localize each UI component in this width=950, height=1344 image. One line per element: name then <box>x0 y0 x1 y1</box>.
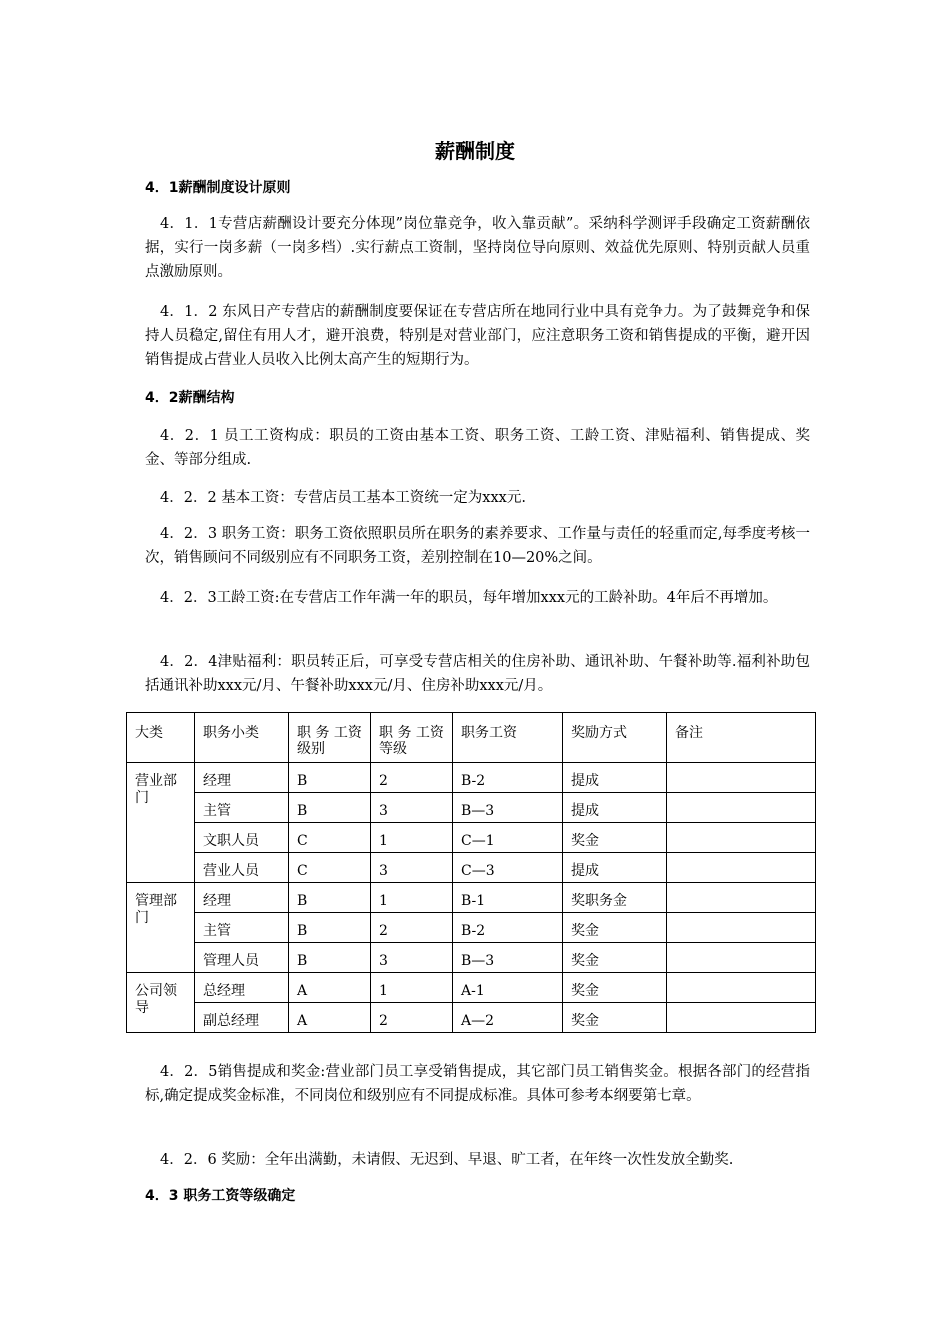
level-cell: B <box>289 913 371 943</box>
position-cell: 主管 <box>195 913 289 943</box>
table-row <box>127 913 816 943</box>
section-heading-4-3: 4．3 职务工资等级确定 <box>145 1188 296 1204</box>
header-wage: 职务工资 <box>453 713 563 763</box>
grade-cell: 2 <box>371 1003 453 1033</box>
note-cell <box>667 823 816 853</box>
page-title: 薪酬制度 <box>435 139 515 163</box>
reward-cell: 奖金 <box>563 973 667 1003</box>
table-row <box>127 763 816 793</box>
reward-cell: 奖金 <box>563 823 667 853</box>
level-cell: B <box>289 763 371 793</box>
table-header-row <box>127 713 816 763</box>
grade-cell: 1 <box>371 823 453 853</box>
grade-cell: 3 <box>371 943 453 973</box>
table-row <box>127 823 816 853</box>
note-cell <box>667 853 816 883</box>
note-cell <box>667 1003 816 1033</box>
grade-cell: 1 <box>371 883 453 913</box>
section-heading-4-2: 4．2薪酬结构 <box>145 390 235 406</box>
paragraph-4-2-4: 4．2．4津贴福利：职员转正后，可享受专营店相关的住房补助、通讯补助、午餐补助等.福利补助包括通讯补助xxx元/月、午餐补助xxx元/月、住房补助xxx元/月。 <box>145 654 810 694</box>
header-note: 备注 <box>667 713 816 763</box>
level-cell: B <box>289 943 371 973</box>
section-heading-4-1: 4．1薪酬制度设计原则 <box>145 180 291 196</box>
position-cell: 主管 <box>195 793 289 823</box>
wage-cell: B-1 <box>453 883 563 913</box>
table-row <box>127 973 816 1003</box>
note-cell <box>667 763 816 793</box>
paragraph-4-1-2: 4．1．2 东风日产专营店的薪酬制度要保证在专营店所在地同行业中具有竞争力。为了鼓舞竞争和保持人员稳定,留住有用人才，避开浪费，特别是对营业部门，应注意职务工资和销售提成的平衡，避开因销售提成占营业人员收入比例太高产生的短期行为。 <box>145 304 810 368</box>
paragraph-4-2-3b: 4．2．3工龄工资:在专营店工作年满一年的职员，每年增加xxx元的工龄补助。4年后不再增加。 <box>160 590 778 606</box>
position-cell: 总经理 <box>195 973 289 1003</box>
table-row <box>127 883 816 913</box>
level-cell: A <box>289 1003 371 1033</box>
table-row <box>127 1003 816 1033</box>
grade-cell: 2 <box>371 763 453 793</box>
salary-grade-table <box>126 712 816 1033</box>
position-cell: 管理人员 <box>195 943 289 973</box>
position-cell: 经理 <box>195 763 289 793</box>
paragraph-4-2-6: 4．2．6 奖励：全年出满勤，未请假、无迟到、早退、旷工者，在年终一次性发放全勤奖. <box>160 1152 734 1168</box>
header-position: 职务小类 <box>195 713 289 763</box>
header-category: 大类 <box>127 713 195 763</box>
reward-cell: 奖金 <box>563 913 667 943</box>
wage-cell: C—3 <box>453 853 563 883</box>
reward-cell: 奖职务金 <box>563 883 667 913</box>
paragraph-4-1-1: 4．1．1专营店薪酬设计要充分体现”岗位靠竞争，收入靠贡献”。采纳科学测评手段确定工资薪酬依据，实行一岗多薪（一岗多档）.实行薪点工资制，坚持岗位导向原则、效益优先原则、特别贡献人员重点激励原则。 <box>145 216 810 280</box>
reward-cell: 提成 <box>563 793 667 823</box>
note-cell <box>667 883 816 913</box>
note-cell <box>667 943 816 973</box>
wage-cell: B—3 <box>453 793 563 823</box>
reward-cell: 提成 <box>563 763 667 793</box>
wage-cell: A-1 <box>453 973 563 1003</box>
category-cell: 营业部门 <box>127 763 195 883</box>
level-cell: C <box>289 823 371 853</box>
table-row <box>127 853 816 883</box>
position-cell: 经理 <box>195 883 289 913</box>
note-cell <box>667 793 816 823</box>
grade-cell: 3 <box>371 793 453 823</box>
wage-cell: A—2 <box>453 1003 563 1033</box>
level-cell: B <box>289 793 371 823</box>
wage-cell: C—1 <box>453 823 563 853</box>
paragraph-4-2-1: 4．2．1 员工工资构成：职员的工资由基本工资、职务工资、工龄工资、津贴福利、销售提成、奖金、等部分组成. <box>145 428 810 468</box>
paragraph-4-2-2: 4．2．2 基本工资：专营店员工基本工资统一定为xxx元. <box>160 490 526 506</box>
level-cell: B <box>289 883 371 913</box>
grade-cell: 1 <box>371 973 453 1003</box>
header-level: 职 务 工资级别 <box>289 713 371 763</box>
grade-cell: 3 <box>371 853 453 883</box>
paragraph-4-2-5: 4．2．5销售提成和奖金:营业部门员工享受销售提成，其它部门员工销售奖金。根据各部门的经营指标,确定提成奖金标准，不同岗位和级别应有不同提成标准。具体可参考本纲要第七章。 <box>145 1064 810 1104</box>
reward-cell: 提成 <box>563 853 667 883</box>
note-cell <box>667 973 816 1003</box>
category-cell: 公司领导 <box>127 973 195 1033</box>
level-cell: A <box>289 973 371 1003</box>
header-reward: 奖励方式 <box>563 713 667 763</box>
reward-cell: 奖金 <box>563 943 667 973</box>
table-row <box>127 943 816 973</box>
paragraph-4-2-3: 4．2．3 职务工资：职务工资依照职员所在职务的素养要求、工作量与责任的轻重而定,每季度考核一次，销售顾问不同级别应有不同职务工资，差别控制在10—20%之间。 <box>145 526 810 566</box>
position-cell: 副总经理 <box>195 1003 289 1033</box>
reward-cell: 奖金 <box>563 1003 667 1033</box>
position-cell: 营业人员 <box>195 853 289 883</box>
header-grade: 职 务 工资等级 <box>371 713 453 763</box>
wage-cell: B-2 <box>453 913 563 943</box>
grade-cell: 2 <box>371 913 453 943</box>
position-cell: 文职人员 <box>195 823 289 853</box>
wage-cell: B—3 <box>453 943 563 973</box>
note-cell <box>667 913 816 943</box>
category-cell: 管理部门 <box>127 883 195 973</box>
level-cell: C <box>289 853 371 883</box>
wage-cell: B-2 <box>453 763 563 793</box>
table-row <box>127 793 816 823</box>
